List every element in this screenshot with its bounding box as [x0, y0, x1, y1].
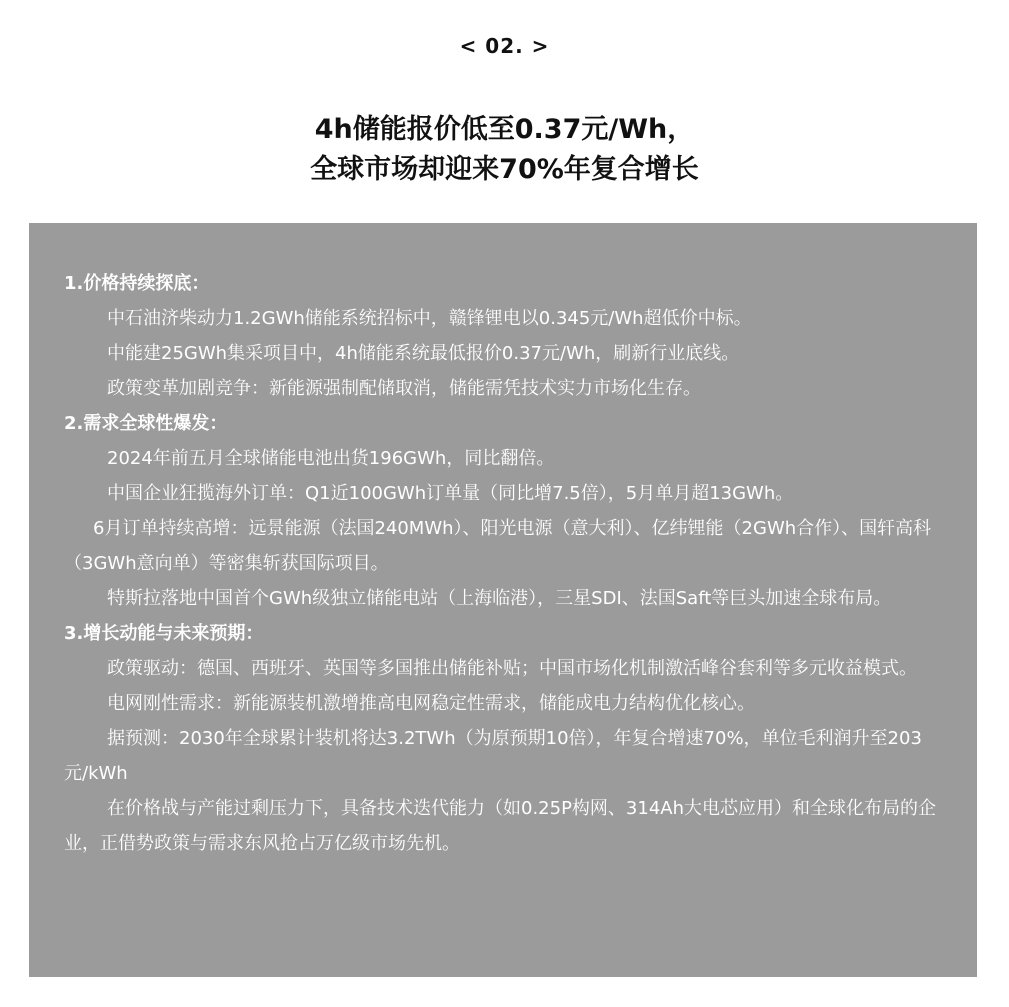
title-line-1: 4h储能报价低至0.37元/Wh， [314, 114, 695, 145]
paragraph: 2024年前五月全球储能电池出货196GWh，同比翻倍。 [107, 448, 555, 469]
paragraph: 据预测：2030年全球累计装机将达3.2TWh（为原预期10倍），年复合增速70%，单位毛利润升至203元/kWh [64, 728, 922, 784]
paragraph: 政策变革加剧竞争：新能源强制配储取消，储能需凭技术实力市场化生存。 [107, 378, 701, 399]
section-heading-demand: 2.需求全球性爆发： [64, 413, 228, 434]
summary-content [64, 266, 942, 861]
summary-panel [29, 223, 977, 977]
section-heading-price: 1.价格持续探底： [64, 273, 210, 294]
paragraph: 中国企业狂揽海外订单：Q1近100GWh订单量（同比增7.5倍），5月单月超13GWh。 [107, 483, 794, 504]
paragraph: 在价格战与产能过剩压力下，具备技术迭代能力（如0.25P构网、314Ah大电芯应用）和全球化布局的企业，正借势政策与需求东风抢占万亿级市场先机。 [64, 798, 937, 854]
page-title [0, 110, 1009, 190]
paragraph: 电网刚性需求：新能源装机激增推高电网稳定性需求，储能成电力结构优化核心。 [107, 693, 755, 714]
paragraph: 特斯拉落地中国首个GWh级独立储能电站（上海临港），三星SDI、法国Saft等巨头加速全球布局。 [107, 588, 892, 609]
section-heading-growth: 3.增长动能与未来预期： [64, 623, 264, 644]
paragraph: 中能建25GWh集采项目中，4h储能系统最低报价0.37元/Wh，刷新行业底线。 [107, 343, 740, 364]
title-line-2: 全球市场却迎来70%年复合增长 [310, 154, 699, 185]
paragraph: 6月订单持续高增：远景能源（法国240MWh）、阳光电源（意大利）、亿纬锂能（2GWh合作）、国轩高科（3GWh意向单）等密集斩获国际项目。 [64, 518, 932, 574]
section-number: < 02. > [459, 34, 550, 58]
paragraph: 中石油济柴动力1.2GWh储能系统招标中，赣锋锂电以0.345元/Wh超低价中标。 [107, 308, 752, 329]
paragraph: 政策驱动：德国、西班牙、英国等多国推出储能补贴；中国市场化机制激活峰谷套利等多元收益模式。 [107, 658, 917, 679]
